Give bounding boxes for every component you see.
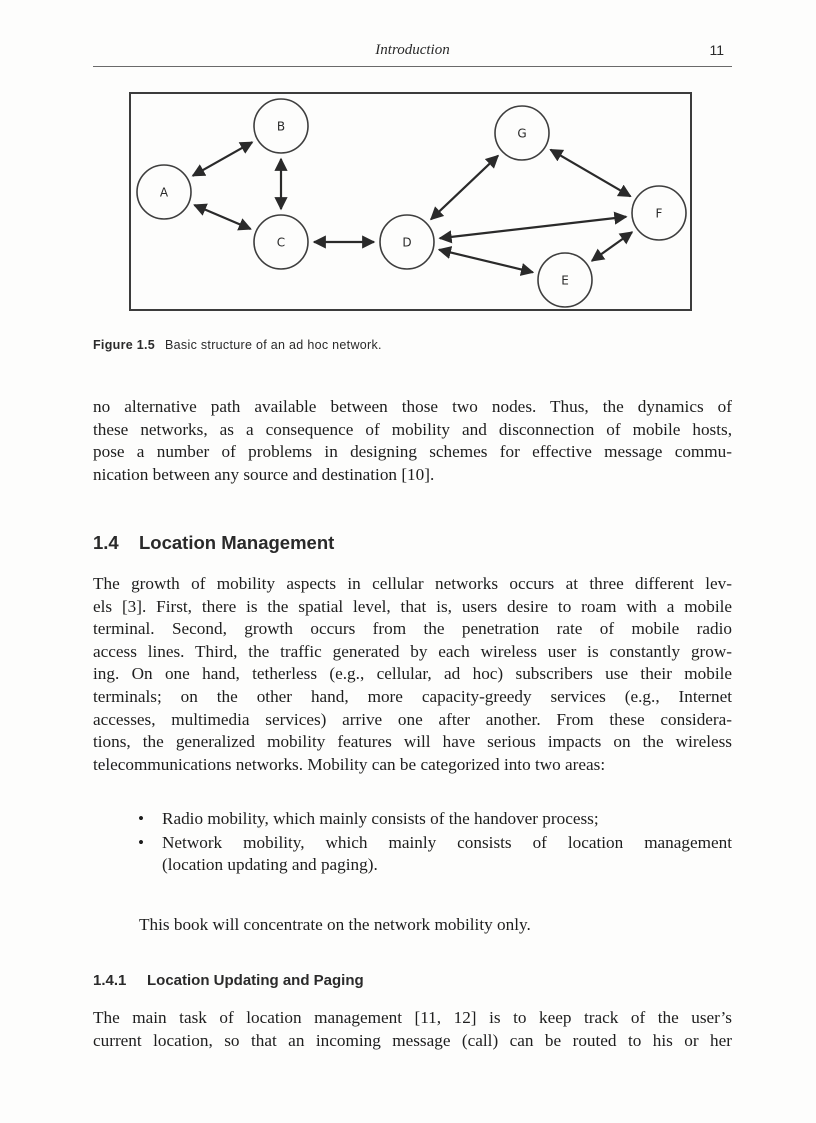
paragraph-location-task	[93, 1007, 732, 1052]
network-figure	[129, 92, 692, 311]
para-line: terminal. Second, growth occurs from the penetration rate of mobile radio	[93, 619, 732, 639]
network-diagram	[131, 94, 690, 309]
para-line: tions, the generalized mobility features will have serious impacts on the wireless	[93, 732, 732, 752]
node-label-d: D	[402, 235, 412, 250]
para-line: nication between any source and destination [10].	[93, 464, 435, 484]
para-line: ing. On one hand, tetherless (e.g., cellular, ad hoc) subscribers use their mobile	[93, 664, 732, 684]
para-line: these networks, as a consequence of mobility and disconnection of mobile hosts,	[93, 419, 732, 439]
para-line: els [3]. First, there is the spatial level, that is, users desire to roam with a mobile	[93, 596, 732, 616]
para-line: telecommunications networks. Mobility can be categorized into two areas:	[93, 754, 606, 774]
list-item	[93, 832, 732, 877]
page-number: 11	[709, 42, 724, 58]
running-head	[93, 40, 732, 67]
para-line: accesses, multimedia services) arrive one after another. From these considera-	[93, 709, 732, 729]
node-label-f: F	[655, 206, 663, 221]
para-line: The growth of mobility aspects in cellular networks occurs at three different lev-	[93, 574, 732, 593]
edge-a-b	[193, 142, 253, 176]
paragraph-network-mobility: This book will concentrate on the network mobility only.	[139, 915, 531, 934]
bullet-icon: •	[138, 809, 145, 828]
section-title: Location Management	[139, 532, 335, 553]
edge-e-f	[592, 232, 632, 261]
node-label-a: A	[159, 185, 169, 200]
subsection-heading	[93, 972, 364, 989]
subsection-number: 1.4.1	[93, 972, 127, 989]
list-item-line: (location updating and paging).	[162, 855, 378, 875]
edge-g-f	[550, 150, 630, 197]
para-line: pose a number of problems in designing schemes for effective message commu-	[93, 442, 732, 462]
para-line: terminals; on the other hand, more capacity-greedy services (e.g., Internet	[93, 686, 732, 706]
figure-caption-label: Figure 1.5	[93, 338, 156, 352]
edge-a-c	[194, 205, 250, 229]
node-label-b: B	[276, 119, 286, 134]
list-item-line: Radio mobility, which mainly consists of the handover process;	[162, 809, 599, 828]
list-item-line: Network mobility, which mainly consists of location management	[162, 832, 732, 852]
node-label-g: G	[517, 126, 527, 141]
para-line: no alternative path available between those two nodes. Thus, the dynamics of	[93, 397, 732, 416]
figure-caption	[93, 338, 382, 352]
section-number: 1.4	[93, 532, 119, 553]
paragraph-ad-hoc	[93, 396, 732, 486]
edge-d-f	[440, 217, 626, 238]
edge-d-e	[439, 250, 533, 273]
bullet-icon: •	[138, 832, 145, 852]
node-label-e: E	[561, 273, 569, 288]
paragraph-mobility	[93, 573, 732, 776]
list-item	[93, 808, 732, 831]
section-heading	[93, 532, 334, 554]
bullet-list	[93, 808, 732, 878]
running-title: Introduction	[375, 42, 450, 58]
subsection-title: Location Updating and Paging	[147, 972, 364, 989]
edge-d-g	[431, 156, 498, 220]
para-line: access lines. Third, the traffic generated by each wireless user is constantly grow-	[93, 641, 732, 661]
para-line: current location, so that an incoming message (call) can be routed to his or her	[93, 1030, 732, 1050]
node-label-c: C	[276, 235, 286, 250]
para-line: The main task of location management [11, 12] is to keep track of the user’s	[93, 1008, 732, 1027]
figure-caption-text: Basic structure of an ad hoc network.	[165, 338, 382, 352]
